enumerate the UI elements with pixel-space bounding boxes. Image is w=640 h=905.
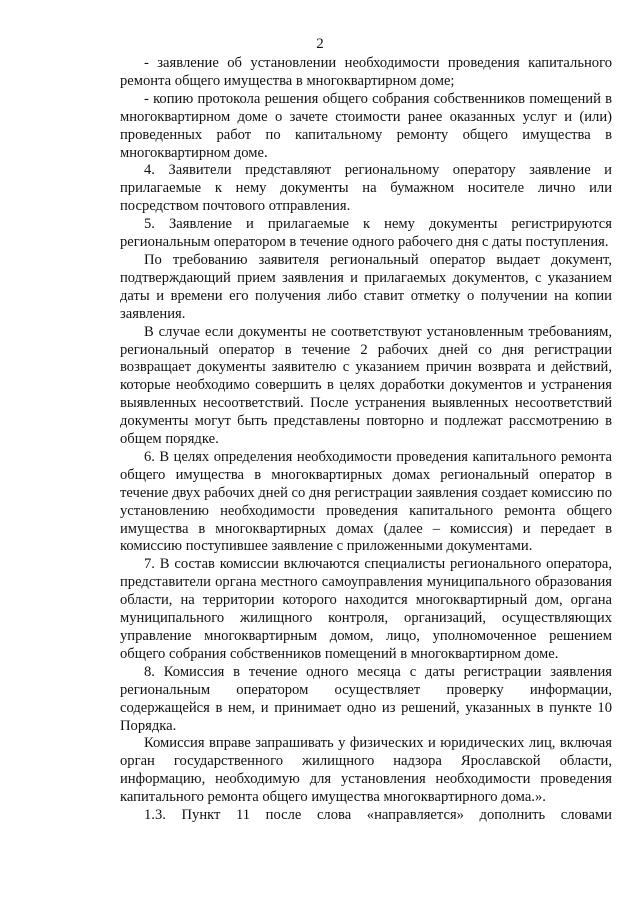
paragraph-clause-1-3: 1.3. Пункт 11 после слова «направляется» дополнить словами xyxy=(144,807,612,824)
paragraph-application-item: - заявление об установлении необходимости проведения капитального ремонта общего имущества в многоквартирном доме; xyxy=(120,55,612,89)
paragraph-clause-7: 7. В состав комиссии включаются специалисты регионального оператора, представители органа местного самоуправления муниципального образования области, на территории которого находится многоквартирный дом, органа муниципального жилищного контроля, организаций, осуществляющих управление многоквартирным домом, лицо, уполномоченное решением общего собрания собственников помещений в многоквартирном доме. xyxy=(120,556,612,662)
paragraph-clause-8: 8. Комиссия в течение одного месяца с даты регистрации заявления региональным оператором осуществляет проверку информации, содержащейся в нем, и принимает одно из решений, указанных в пункте 10 Порядка. xyxy=(120,663,612,734)
paragraph-commission-requests: Комиссия вправе запрашивать у физических и юридических лиц, включая орган государственного жилищного надзора Ярославской области, информацию, необходимую для установления необходимости проведения капитального ремонта общего имущества многоквартирного дома.». xyxy=(120,735,612,806)
paragraph-clause-4: 4. Заявители представляют региональному оператору заявление и прилагаемые к нему документы на бумажном носителе лично или посредством почтового отправления. xyxy=(120,162,612,215)
paragraph-protocol-item: - копию протокола решения общего собрания собственников помещений в многоквартирном доме о зачете стоимости ранее оказанных услуг и (или) проведенных работ по капитальному ремонту общего имущества в многоквартирном доме. xyxy=(120,90,612,161)
paragraph-return-documents: В случае если документы не соответствуют установленным требованиям, региональный оператор в течение 2 рабочих дней со дня регистрации возвращает документы заявителю с указанием причин возврата и действий, которые необходимо совершить в целях доработки документов и устранения выявленных несоответствий. После устранения выявленных несоответствий документы могут быть представлены повторно и подлежат рассмотрению в общем порядке. xyxy=(120,323,612,448)
paragraph-receipt-document: По требованию заявителя региональный оператор выдает документ, подтверждающий прием заявления и прилагаемых документов, с указанием даты и времени его получения либо ставит отметку о получении на копии заявления. xyxy=(120,251,612,322)
paragraph-clause-5: 5. Заявление и прилагаемые к нему документы регистрируются региональным оператором в течение одного рабочего дня с даты поступления. xyxy=(120,216,612,251)
paragraph-clause-6: 6. В целях определения необходимости проведения капитального ремонта общего имущества в многоквартирных домах региональный оператор в течение двух рабочих дней со дня регистрации заявления создает комиссию по установлению необходимости проведения капитального ремонта общего имущества в многоквартирных домах (далее – комиссия) и передает в комиссию поступившее заявление с приложенными документами. xyxy=(120,448,612,555)
document-body xyxy=(120,55,612,825)
page-number: 2 xyxy=(316,36,324,52)
